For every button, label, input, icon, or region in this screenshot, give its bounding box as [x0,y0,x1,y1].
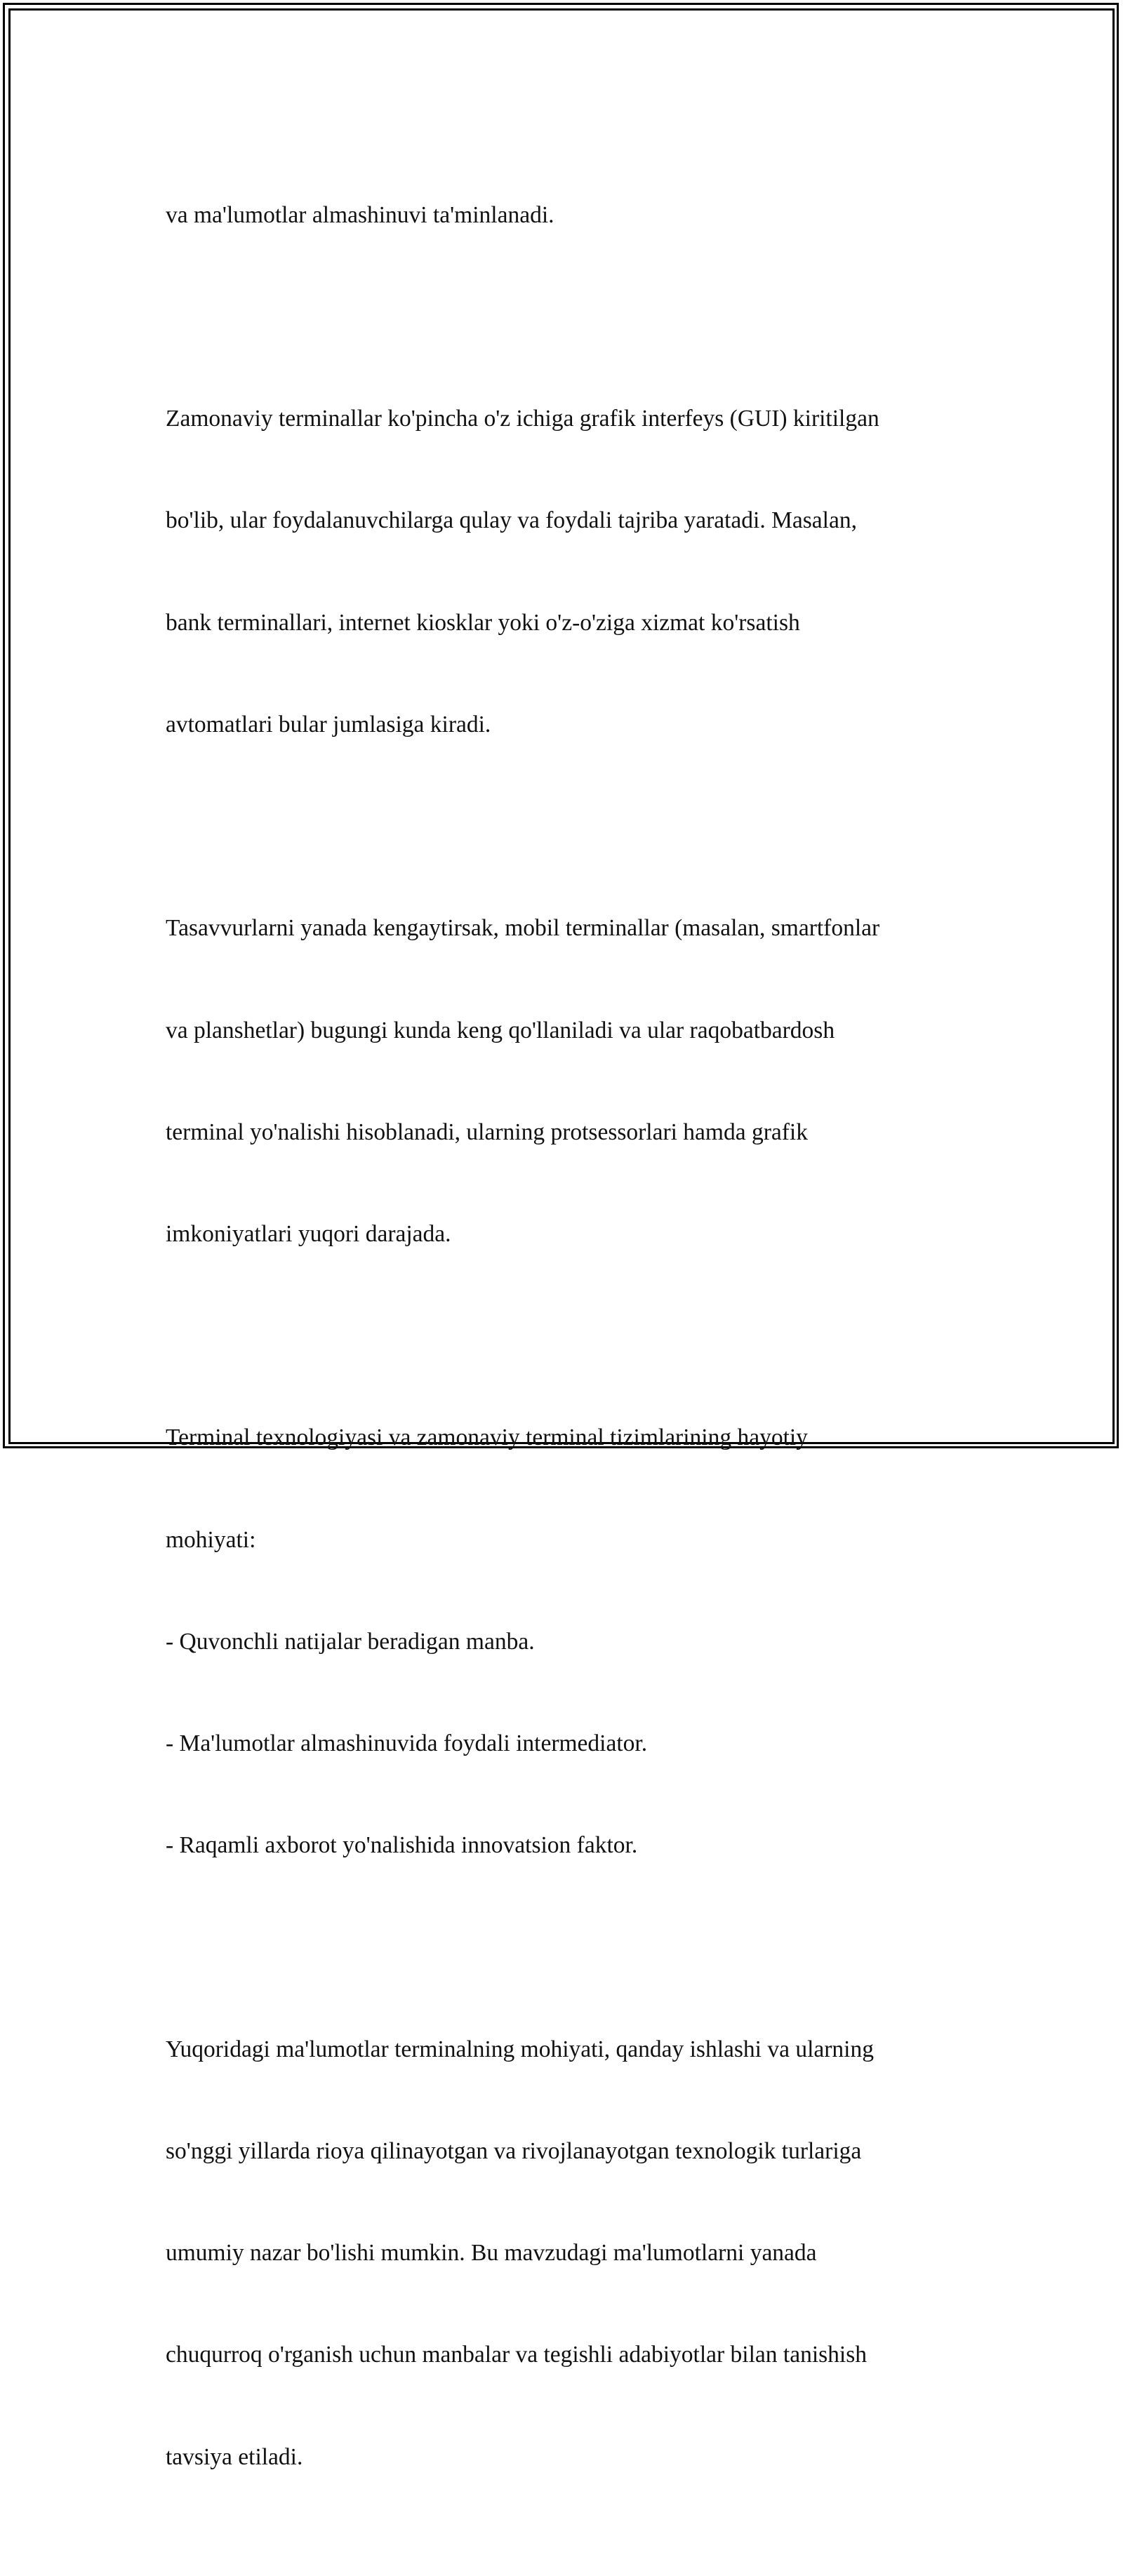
list-item: - Raqamli axborot yo'nalishida innovatsion faktor. [166,1832,638,1859]
text-line: va planshetlar) bugungi kunda keng qo'llaniladi va ular raqobatbardosh [166,1017,835,1043]
paragraph-4 [166,1354,959,1931]
text-line: mohiyati: [166,1526,256,1553]
document-body [166,131,959,2576]
paragraph-5 [166,1965,959,2542]
list-item: - Quvonchli natijalar beradigan manba. [166,1628,535,1655]
text-line: Tasavvurlarni yanada kengaytirsak, mobil terminallar (masalan, smartfonlar [166,915,880,942]
text-line: umumiy nazar bo'lishi mumkin. Bu mavzudagi ma'lumotlarni yanada [166,2240,817,2267]
text-line: Yuqoridagi ma'lumotlar terminalning mohiyati, qanday ishlashi va ularning [166,2036,874,2062]
paragraph-3 [166,844,959,1320]
text-line: so'nggi yillarda rioya qilinayotgan va rivojlanayotgan texnologik turlariga [166,2137,862,2164]
text-line: tavsiya etiladi. [166,2443,303,2470]
list-item: - Ma'lumotlar almashinuvida foydali intermediator. [166,1730,648,1757]
text-line: imkoniyatlari yuqori darajada. [166,1220,451,1247]
paragraph-2 [166,334,959,810]
text-line: Terminal texnologiyasi va zamonaviy terminal tizimlarining hayotiy [166,1424,808,1451]
text-line: terminal yo'nalishi hisoblanadi, ularning protsessorlari hamda grafik [166,1119,808,1145]
text-line: va ma'lumotlar almashinuvi ta'minlanadi. [166,201,554,228]
text-line: avtomatlari bular jumlasiga kiradi. [166,711,491,738]
text-line: chuqurroq o'rganish uchun manbalar va tegishli adabiyotlar bilan tanishish [166,2342,868,2368]
text-line: Zamonaviy terminallar ko'pincha o'z ichiga grafik interfeys (GUI) kiritilgan [166,406,879,432]
paragraph-1 [166,131,959,300]
text-line: bo'lib, ular foydalanuvchilarga qulay va foydali tajriba yaratadi. Masalan, [166,507,857,534]
text-line: bank terminallari, internet kiosklar yoki o'z-o'ziga xizmat ko'rsatish [166,609,800,636]
